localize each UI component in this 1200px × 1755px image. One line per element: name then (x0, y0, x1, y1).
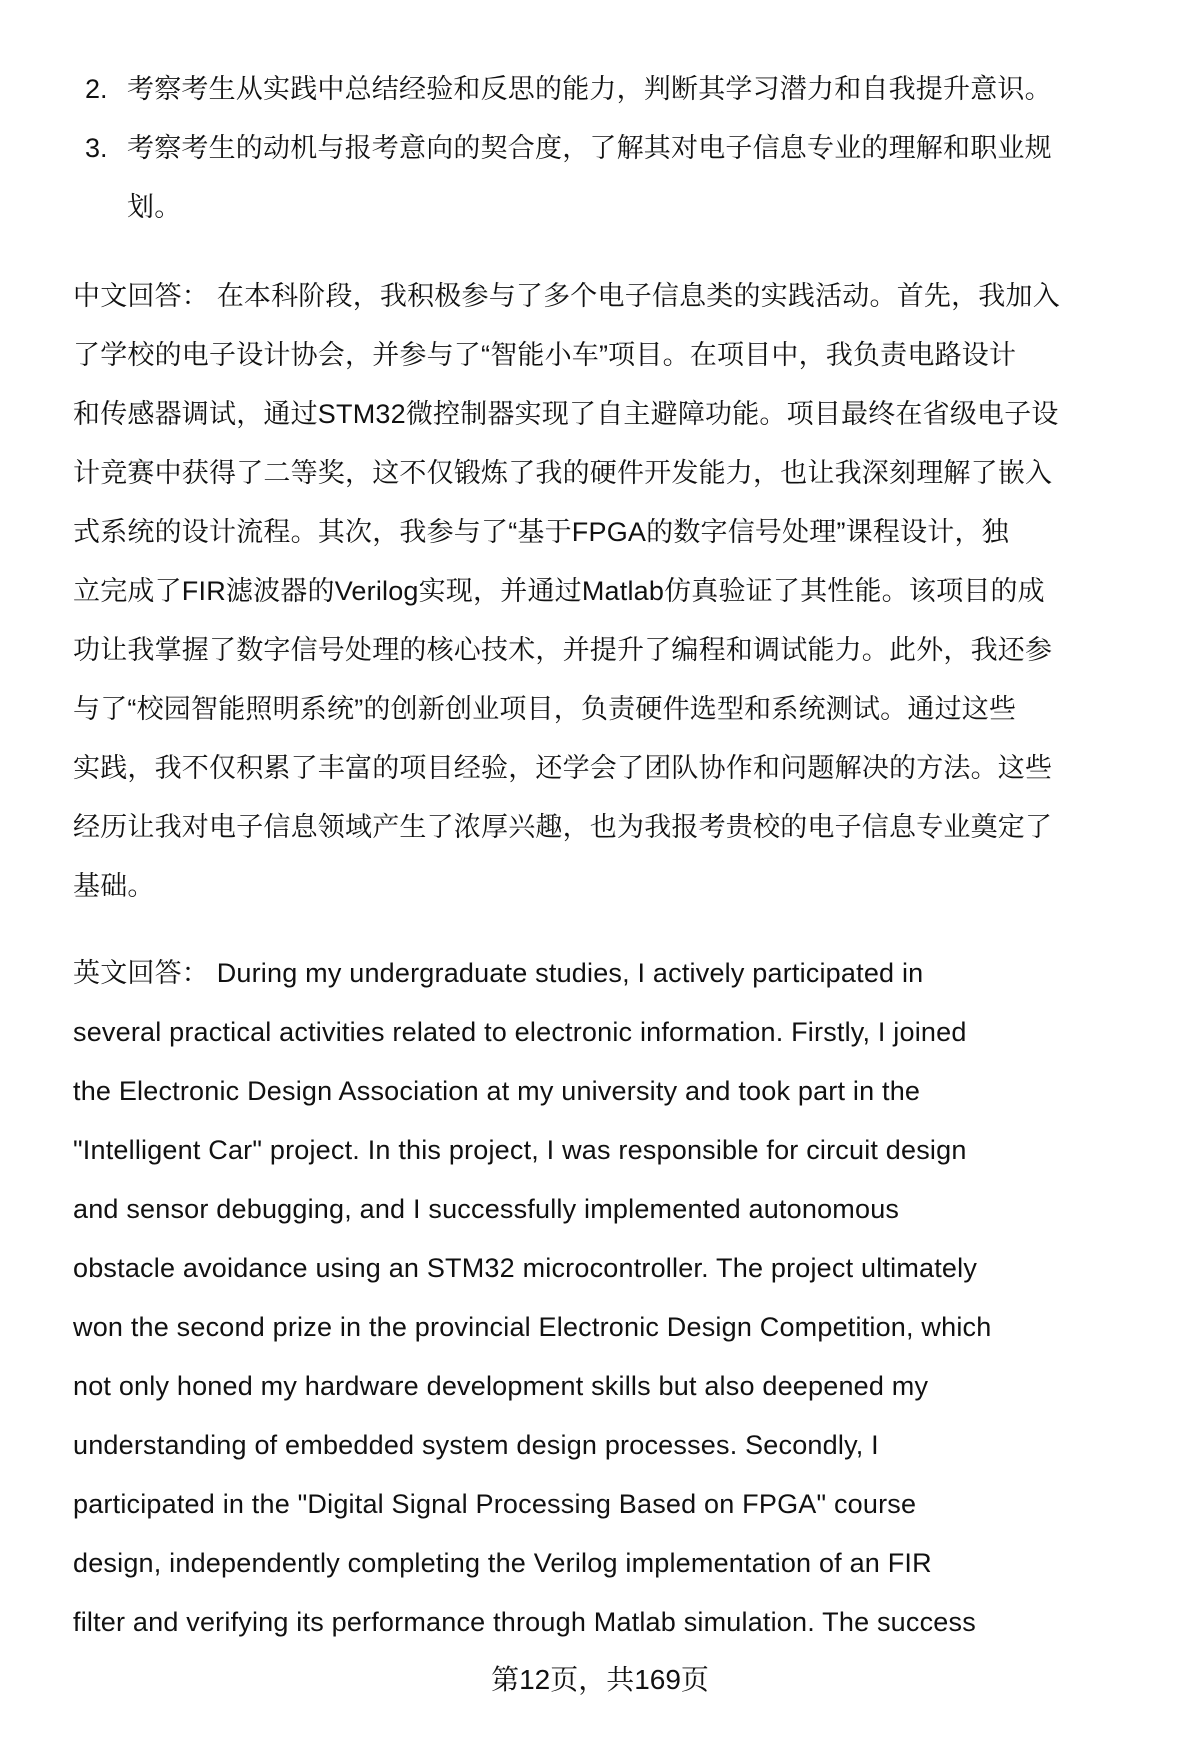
list-item-text: 考察考生的动机与报考意向的契合度，了解其对电子信息专业的理解和职业规 (127, 133, 1052, 163)
chinese-answer-line: 基础。 (73, 871, 155, 901)
english-answer-line: won the second prize in the provincial Electronic Design Competition, which (73, 1312, 992, 1342)
chinese-answer-line: 功让我掌握了数字信号处理的核心技术，并提升了编程和调试能力。此外，我还参 (73, 635, 1053, 665)
english-answer-line: the Electronic Design Association at my university and took part in the (73, 1076, 921, 1106)
english-answer-line: understanding of embedded system design processes. Secondly, I (73, 1430, 879, 1460)
english-answer-line: "Intelligent Car" project. In this project, I was responsible for circuit design (73, 1135, 967, 1165)
list-item-text: 考察考生从实践中总结经验和反思的能力，判断其学习潜力和自我提升意识。 (127, 74, 1052, 104)
english-answer-line: 英文回答： During my undergraduate studies, I actively participated in (73, 958, 924, 988)
english-answer-line: participated in the "Digital Signal Processing Based on FPGA" course (73, 1489, 917, 1519)
chinese-answer-line: 与了“校园智能照明系统”的创新创业项目，负责硬件选型和系统测试。通过这些 (73, 694, 1017, 724)
list-item-number: 2. (85, 74, 108, 104)
page-number: 第12页，共169页 (491, 1664, 709, 1695)
english-answer-line: not only honed my hardware development skills but also deepened my (73, 1371, 929, 1401)
list-item-number: 3. (85, 133, 108, 163)
chinese-answer-line: 计竞赛中获得了二等奖，这不仅锻炼了我的硬件开发能力，也让我深刻理解了嵌入 (73, 458, 1053, 488)
chinese-answer-line: 式系统的设计流程。其次，我参与了“基于FPGA的数字信号处理”课程设计，独 (73, 517, 1009, 547)
chinese-answer-line: 经历让我对电子信息领域产生了浓厚兴趣，也为我报考贵校的电子信息专业奠定了 (73, 812, 1053, 842)
english-answer-line: obstacle avoidance using an STM32 microcontroller. The project ultimately (73, 1253, 978, 1283)
english-answer-line: and sensor debugging, and I successfully implemented autonomous (73, 1194, 900, 1224)
chinese-answer-line: 和传感器调试，通过STM32微控制器实现了自主避障功能。项目最终在省级电子设 (73, 399, 1059, 429)
list-item-text: 划。 (127, 192, 182, 222)
chinese-answer-line: 了学校的电子设计协会，并参与了“智能小车”项目。在项目中，我负责电路设计 (73, 340, 1017, 370)
english-answer-line: several practical activities related to electronic information. Firstly, I joined (73, 1017, 967, 1047)
chinese-answer-line: 实践，我不仅积累了丰富的项目经验，还学会了团队协作和问题解决的方法。这些 (73, 753, 1053, 783)
english-answer-line: filter and verifying its performance through Matlab simulation. The success (73, 1607, 976, 1637)
chinese-answer-line: 立完成了FIR滤波器的Verilog实现，并通过Matlab仿真验证了其性能。该项目的成 (73, 576, 1045, 606)
chinese-answer-line: 中文回答： 在本科阶段，我积极参与了多个电子信息类的实践活动。首先，我加入 (73, 281, 1060, 311)
english-answer-line: design, independently completing the Verilog implementation of an FIR (73, 1548, 932, 1578)
